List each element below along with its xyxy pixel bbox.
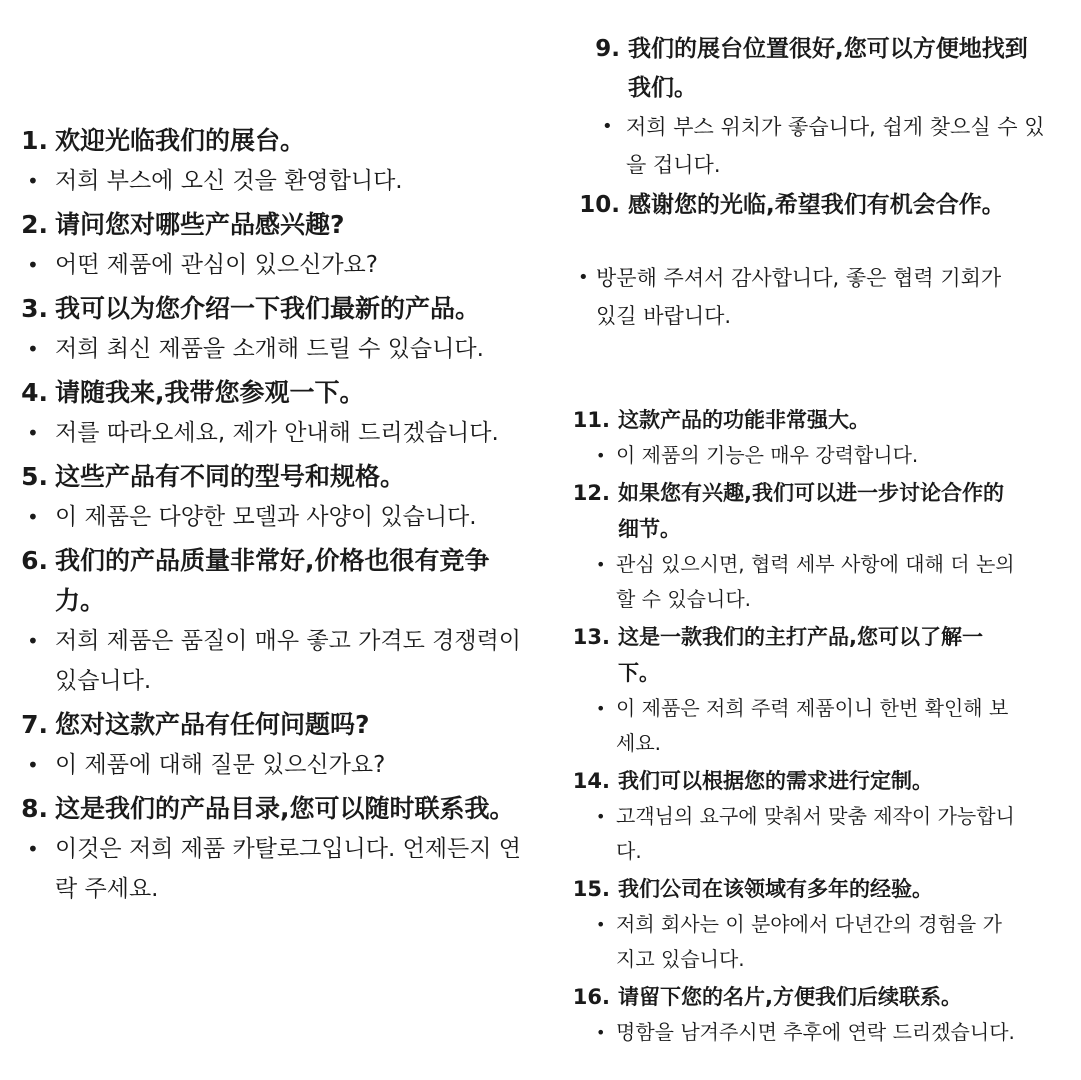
- chinese-text: 我可以为您介绍一下我们最新的产品。: [55, 294, 481, 323]
- list-item: [0, 789, 540, 909]
- korean-translation-loose: • 방문해 주셔서 감사합니다, 좋은 협력 기회가 있길 바랍니다.: [578, 259, 1016, 335]
- korean-translation: • 관심 있으시면, 협력 세부 사항에 대해 더 논의할 수 있습니다.: [568, 547, 1016, 617]
- list-item: [568, 475, 1068, 617]
- phrase-list-right-top: [578, 30, 1058, 335]
- chinese-text: 我们公司在该领域有多年的经验。: [618, 877, 933, 901]
- item-number: 4.: [21, 378, 48, 407]
- item-number: 5.: [21, 462, 48, 491]
- list-item: [0, 373, 540, 453]
- chinese-text: 请随我来,我带您参观一下。: [55, 378, 365, 407]
- list-item: [0, 705, 540, 785]
- korean-translation: • 고객님의 요구에 맞춰서 맞춤 제작이 가능합니다.: [568, 799, 1016, 869]
- chinese-text: 欢迎光临我们的展台。: [55, 126, 306, 155]
- chinese-phrase: [0, 789, 515, 829]
- left-column: [0, 121, 540, 913]
- list-item: [578, 186, 1058, 225]
- item-number: 10.: [579, 192, 620, 218]
- chinese-text: 您对这款产品有任何问题吗?: [55, 710, 370, 739]
- item-number: 2.: [21, 210, 48, 239]
- item-number: 11.: [572, 408, 610, 432]
- korean-translation: • 저를 따라오세요, 제가 안내해 드리겠습니다.: [0, 413, 525, 453]
- list-item: [568, 871, 1068, 977]
- chinese-text: 感谢您的光临,希望我们有机会合作。: [628, 192, 1005, 218]
- right-column-bottom: [568, 402, 1068, 1052]
- chinese-phrase: [0, 205, 515, 245]
- item-number: 6.: [21, 546, 48, 575]
- phrase-list-right-bottom: [568, 402, 1068, 1050]
- chinese-text: 这些产品有不同的型号和规格。: [55, 462, 406, 491]
- item-number: 14.: [572, 769, 610, 793]
- chinese-text: 这是一款我们的主打产品,您可以了解一下。: [618, 625, 983, 685]
- item-number: 1.: [21, 126, 48, 155]
- chinese-text: 这款产品的功能非常强大。: [618, 408, 870, 432]
- chinese-phrase: [0, 457, 515, 497]
- chinese-text: 这是我们的产品目录,您可以随时联系我。: [55, 794, 515, 823]
- item-number: 13.: [572, 625, 610, 649]
- korean-translation: • 저희 회사는 이 분야에서 다년간의 경험을 가지고 있습니다.: [568, 907, 1016, 977]
- korean-translation: • 저희 제품은 품질이 매우 좋고 가격도 경쟁력이 있습니다.: [0, 621, 525, 701]
- korean-translation: • 저희 최신 제품을 소개해 드릴 수 있습니다.: [0, 329, 525, 369]
- chinese-phrase: [568, 619, 1018, 691]
- item-number: 12.: [572, 481, 610, 505]
- chinese-text: 我们的产品质量非常好,价格也很有竞争力。: [55, 546, 490, 615]
- item-number: 7.: [21, 710, 48, 739]
- chinese-phrase: [0, 373, 515, 413]
- list-item: [0, 121, 540, 201]
- list-item: [568, 763, 1068, 869]
- korean-translation: • 저희 부스에 오신 것을 환영합니다.: [0, 161, 525, 201]
- list-item: [568, 402, 1068, 473]
- korean-translation: • 이 제품의 기능은 매우 강력합니다.: [568, 438, 1016, 473]
- list-item: [0, 457, 540, 537]
- chinese-phrase: [568, 475, 1018, 547]
- korean-translation: • 이 제품은 다양한 모델과 사양이 있습니다.: [0, 497, 525, 537]
- chinese-text: 请问您对哪些产品感兴趣?: [55, 210, 345, 239]
- item-number: 8.: [21, 794, 48, 823]
- korean-translation: • 이 제품은 저희 주력 제품이니 한번 확인해 보세요.: [568, 691, 1016, 761]
- chinese-phrase: [578, 30, 1048, 108]
- chinese-phrase: [0, 121, 515, 161]
- item-number: 15.: [572, 877, 610, 901]
- korean-translation: • 명함을 남겨주시면 추후에 연락 드리겠습니다.: [568, 1015, 1016, 1050]
- chinese-text: 请留下您的名片,方便我们后续联系。: [618, 985, 962, 1009]
- item-number: 9.: [595, 36, 620, 62]
- list-item: [568, 979, 1068, 1050]
- korean-translation: • 이 제품에 대해 질문 있으신가요?: [0, 745, 525, 785]
- korean-translation: • 이것은 저희 제품 카탈로그입니다. 언제든지 연락 주세요.: [0, 829, 525, 909]
- chinese-phrase: [568, 871, 1018, 907]
- chinese-phrase: [0, 289, 515, 329]
- list-item: [0, 205, 540, 285]
- chinese-phrase: [0, 541, 515, 621]
- chinese-text: 我们可以根据您的需求进行定制。: [618, 769, 933, 793]
- chinese-phrase: [568, 402, 1018, 438]
- right-column-top: [578, 30, 1058, 337]
- chinese-phrase: [568, 979, 1018, 1015]
- korean-translation: • 어떤 제품에 관심이 있으신가요?: [0, 245, 525, 285]
- item-number: 16.: [572, 985, 610, 1009]
- chinese-text: 我们的展台位置很好,您可以方便地找到我们。: [628, 36, 1028, 101]
- korean-translation: • 저희 부스 위치가 좋습니다, 쉽게 찾으실 수 있을 겁니다.: [578, 108, 1046, 184]
- item-number: 3.: [21, 294, 48, 323]
- list-item: [568, 619, 1068, 761]
- phrase-list-left: [0, 121, 540, 909]
- chinese-phrase: [578, 186, 1048, 225]
- chinese-phrase: [0, 705, 515, 745]
- list-item: [0, 289, 540, 369]
- chinese-text: 如果您有兴趣,我们可以进一步讨论合作的细节。: [618, 481, 1004, 541]
- chinese-phrase: [568, 763, 1018, 799]
- list-item: [578, 30, 1058, 184]
- list-item: [0, 541, 540, 701]
